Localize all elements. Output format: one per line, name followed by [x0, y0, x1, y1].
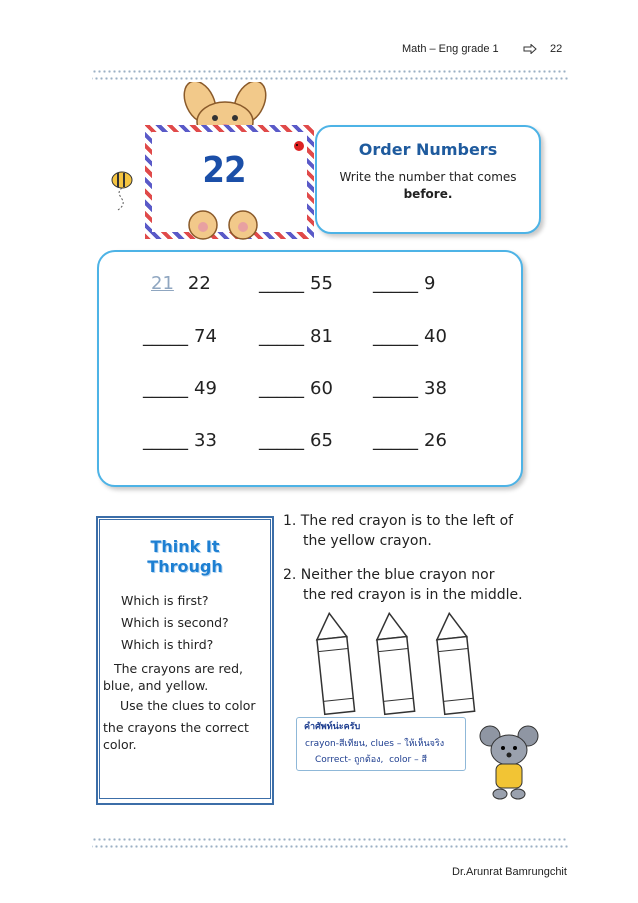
given-number: 9: [424, 273, 436, 294]
question-third: Which is third?: [121, 637, 214, 652]
answer-blank[interactable]: _____: [143, 378, 188, 399]
answer-blank[interactable]: _____: [259, 273, 304, 294]
bunny-feet-icon: [185, 207, 265, 242]
crayon-3: [434, 612, 474, 715]
answer-blank[interactable]: _____: [373, 430, 418, 451]
crayon-1: [314, 612, 354, 715]
answer-blank[interactable]: _____: [259, 326, 304, 347]
given-number: 40: [424, 326, 447, 347]
exercise-item: [259, 273, 333, 294]
exercise-item: [259, 326, 333, 347]
top-divider-2: [92, 74, 568, 80]
clue-2-line-2: the red crayon is in the middle.: [303, 587, 523, 603]
given-number: 60: [310, 378, 333, 399]
instruction-line-1: Write the number that comes: [339, 170, 517, 184]
footer-author: Dr.Arunrat Bamrungchit: [452, 866, 567, 878]
instruction-color-line-1: Use the clues to color: [120, 698, 256, 713]
header-title: Math – Eng grade 1: [402, 43, 499, 55]
clue-2-line-1: 2. Neither the blue crayon nor: [283, 567, 495, 583]
vocabulary-line-1: crayon-สีเทียน, clues – ให้เห็นจริง: [305, 739, 445, 749]
given-number: 22: [187, 273, 211, 294]
instruction-color-line-2: the crayons the correct: [103, 720, 249, 735]
given-number: 74: [194, 326, 217, 347]
exercise-item: [373, 326, 447, 347]
think-title-line-1: Think It: [150, 537, 220, 556]
instruction-color-line-3: color.: [103, 737, 137, 752]
crayon-colors-line-1: The crayons are red,: [114, 661, 243, 676]
given-number: 38: [424, 378, 447, 399]
crayon-2: [374, 612, 414, 715]
answer-blank[interactable]: _____: [259, 378, 304, 399]
mouse-icon: [478, 722, 540, 802]
crayon-colors-line-2: blue, and yellow.: [103, 678, 209, 693]
question-first: Which is first?: [121, 593, 209, 608]
order-numbers-instruction: [315, 169, 541, 203]
question-second: Which is second?: [121, 615, 229, 630]
exercise-item: [373, 430, 447, 451]
answer-blank[interactable]: _____: [373, 378, 418, 399]
ladybug-icon: [293, 140, 305, 152]
exercise-item: [143, 273, 211, 294]
instruction-line-2: before.: [403, 187, 453, 201]
think-it-through-title: [96, 537, 274, 577]
crayons-illustration: [300, 608, 490, 718]
clue-1-line-2: the yellow crayon.: [303, 533, 432, 549]
answer-blank[interactable]: _____: [373, 273, 418, 294]
given-number: 33: [194, 430, 217, 451]
given-number: 26: [424, 430, 447, 451]
given-number: 81: [310, 326, 333, 347]
example-answer[interactable]: 21: [151, 273, 174, 294]
vocabulary-line-2: Correct- ถูกต้อง, color – สี: [315, 755, 427, 765]
answer-blank[interactable]: _____: [143, 326, 188, 347]
answer-blank[interactable]: _____: [259, 430, 304, 451]
bee-icon: [104, 166, 140, 214]
exercise-item: [373, 378, 447, 399]
exercise-item: [143, 430, 217, 451]
bunny-card-number: 22: [202, 150, 246, 191]
exercise-item: [143, 326, 217, 347]
arrow-right-icon: [523, 44, 537, 54]
exercise-item: [143, 378, 217, 399]
given-number: 55: [310, 273, 333, 294]
answer-blank[interactable]: _____: [373, 326, 418, 347]
exercise-item: [259, 430, 333, 451]
answer-blank[interactable]: _____: [143, 430, 188, 451]
header-page-number: 22: [550, 43, 563, 55]
vocabulary-title: คำศัพท์น่ะครับ: [304, 722, 361, 732]
given-number: 49: [194, 378, 217, 399]
exercise-item: [259, 378, 333, 399]
bottom-divider-2: [92, 842, 568, 848]
clue-1-line-1: 1. The red crayon is to the left of: [283, 513, 514, 529]
think-title-line-2: Through: [147, 557, 223, 576]
exercise-item: [373, 273, 435, 294]
order-numbers-title: Order Numbers: [358, 140, 498, 159]
given-number: 65: [310, 430, 333, 451]
